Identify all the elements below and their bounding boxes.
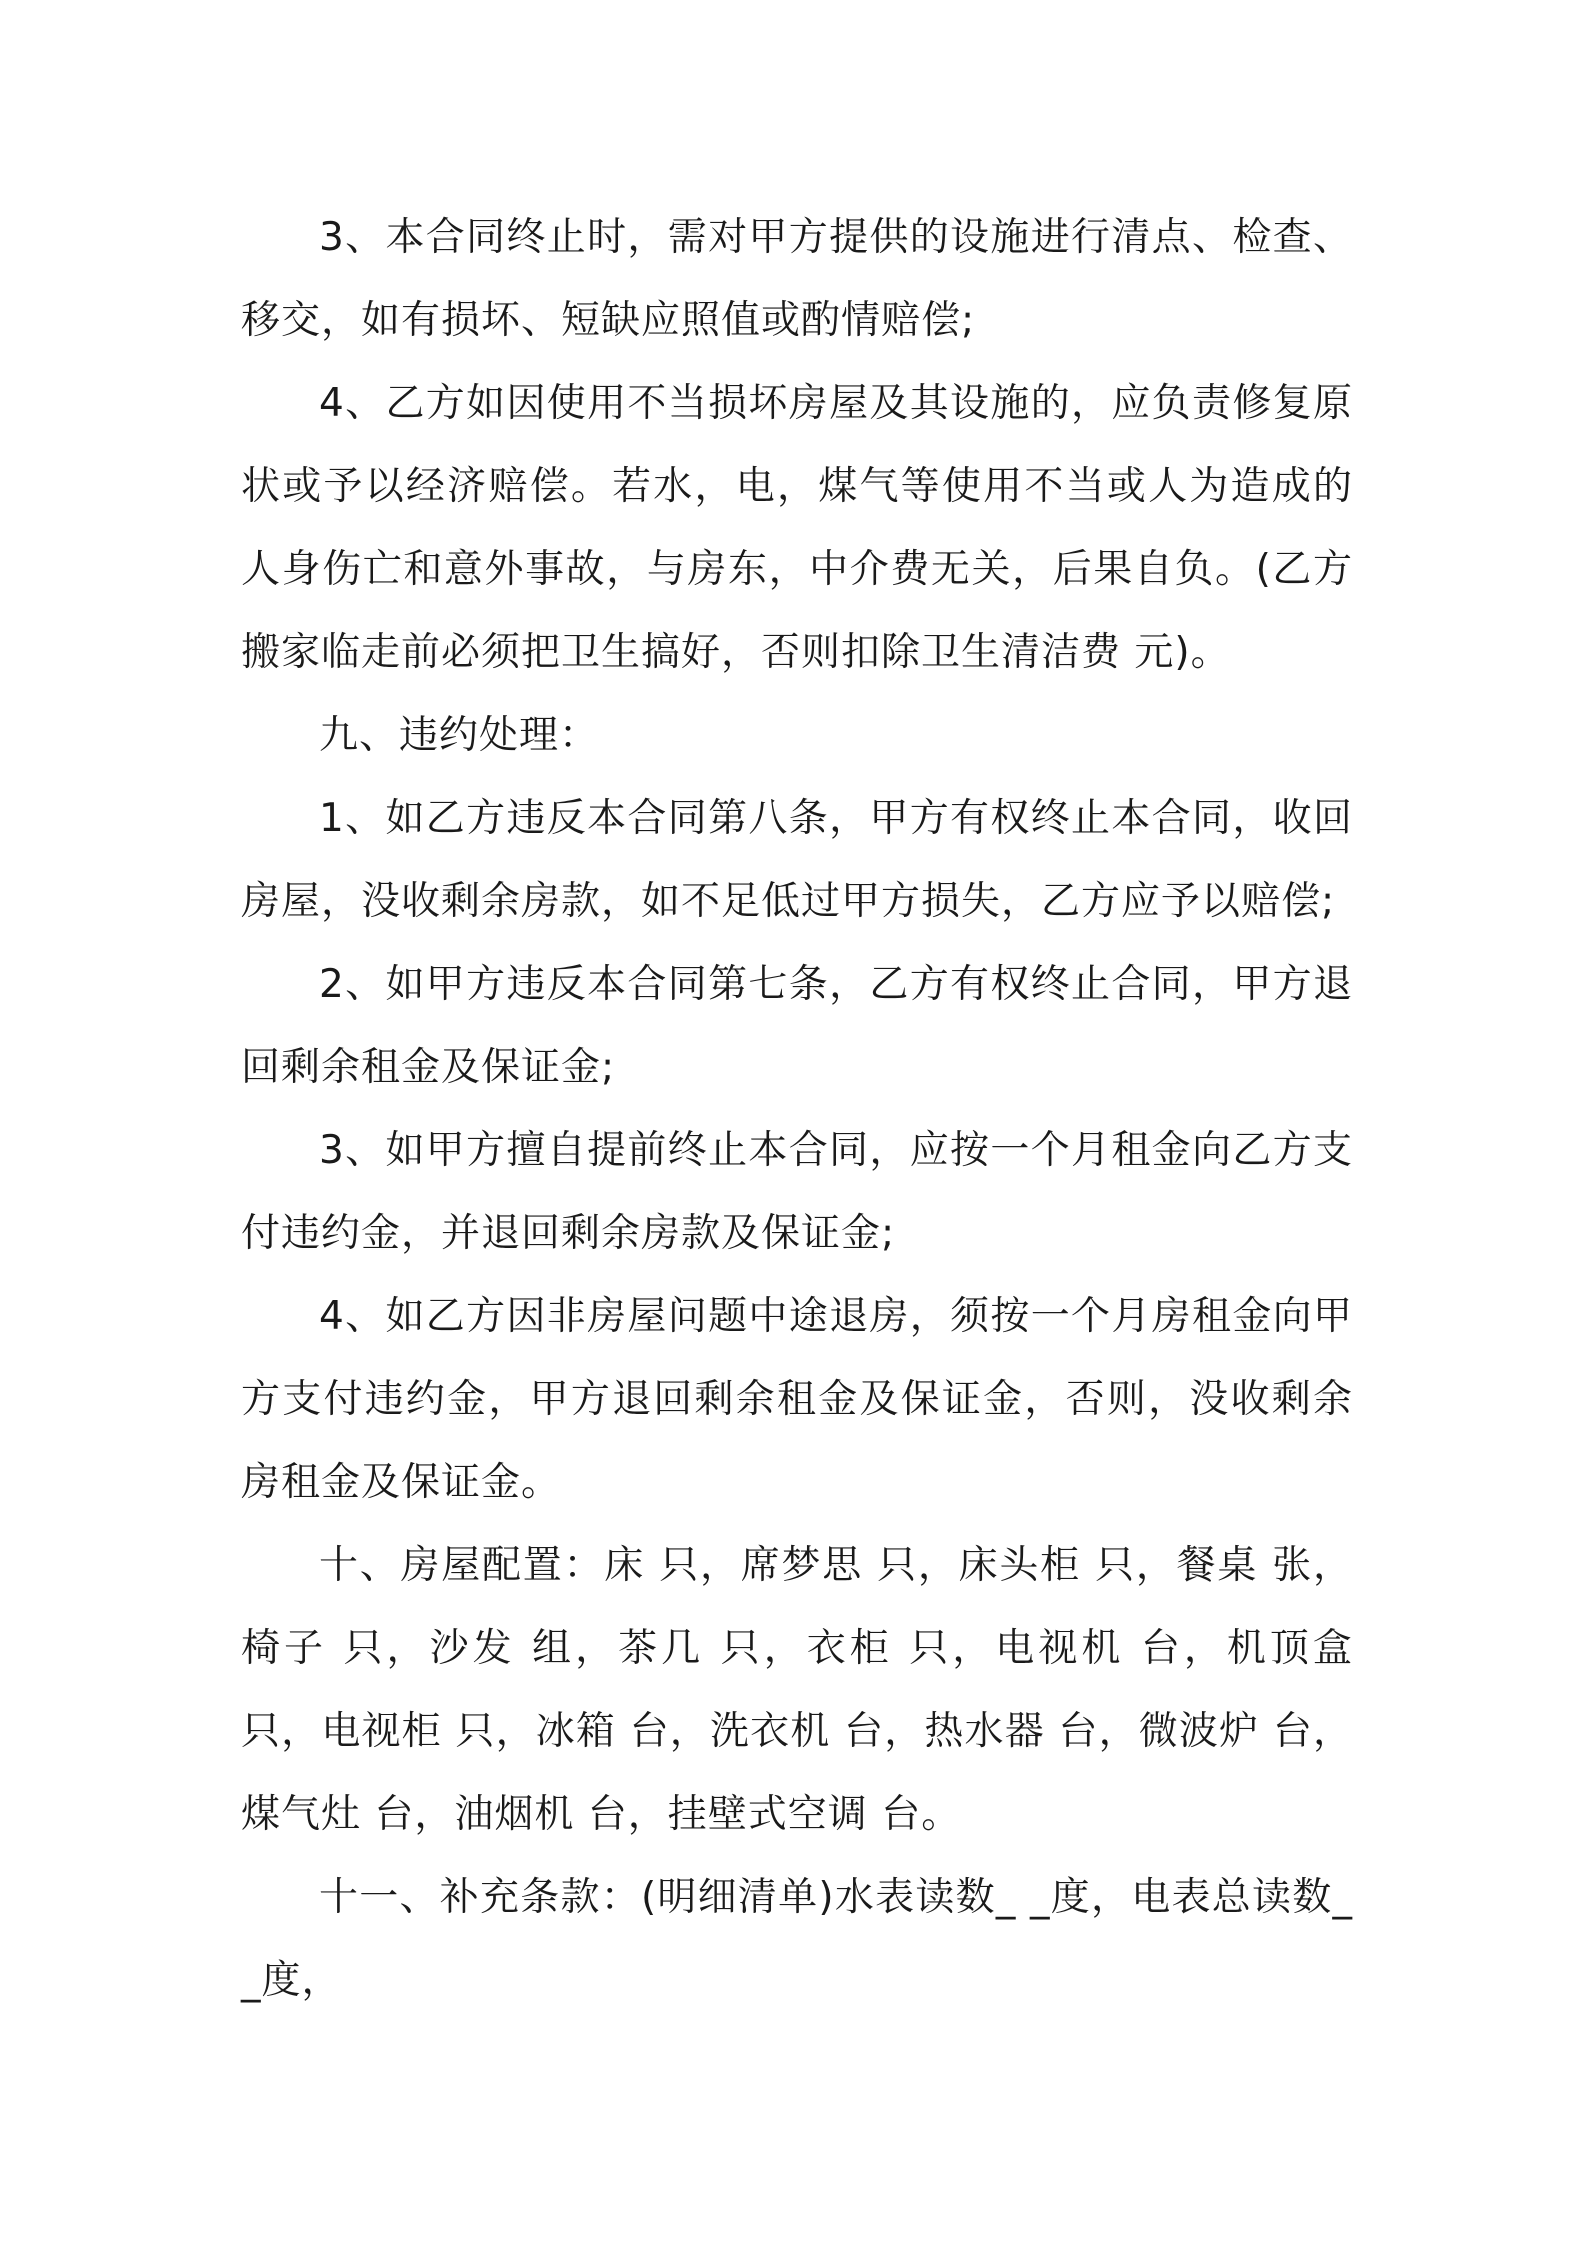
document-page	[241, 196, 1353, 2022]
clause-8-item-3: 3、本合同终止时，需对甲方提供的设施进行清点、检查、移交，如有损坏、短缺应照值或酌情赔偿;	[241, 215, 1353, 343]
clause-8-item-4: 4、乙方如因使用不当损坏房屋及其设施的，应负责修复原状或予以经济赔偿。若水，电，煤气等使用不当或人为造成的人身伤亡和意外事故，与房东，中介费无关，后果自负。(乙方搬家临走前必须把卫生搞好，否则扣除卫生清洁费 元)。	[241, 381, 1353, 675]
clause-9-item-3: 3、如甲方擅自提前终止本合同，应按一个月租金向乙方支付违约金，并退回剩余房款及保证金;	[241, 1128, 1353, 1256]
clause-9-item-4: 4、如乙方因非房屋问题中途退房，须按一个月房租金向甲方支付违约金，甲方退回剩余租金及保证金，否则，没收剩余房租金及保证金。	[241, 1294, 1353, 1505]
section-house-furnishings: 十、房屋配置：床 只，席梦思 只，床头柜 只，餐桌 张，椅子 只，沙发 组，茶几 只，衣柜 只，电视机 台，机顶盒 只，电视柜 只，冰箱 台，洗衣机 台，热水器 台，微波炉 台，煤气灶 台，油烟机 台，挂壁式空调 台。	[241, 1543, 1353, 1837]
section-heading-breach: 九、违约处理：	[319, 713, 600, 758]
clause-9-item-1: 1、如乙方违反本合同第八条，甲方有权终止本合同，收回房屋，没收剩余房款，如不足低过甲方损失，乙方应予以赔偿;	[241, 796, 1353, 924]
section-supplementary-terms: 十一、补充条款：(明细清单)水表读数_ _度，电表总读数_ _度，	[241, 1875, 1353, 2003]
clause-9-item-2: 2、如甲方违反本合同第七条，乙方有权终止合同，甲方退回剩余租金及保证金;	[241, 962, 1353, 1090]
